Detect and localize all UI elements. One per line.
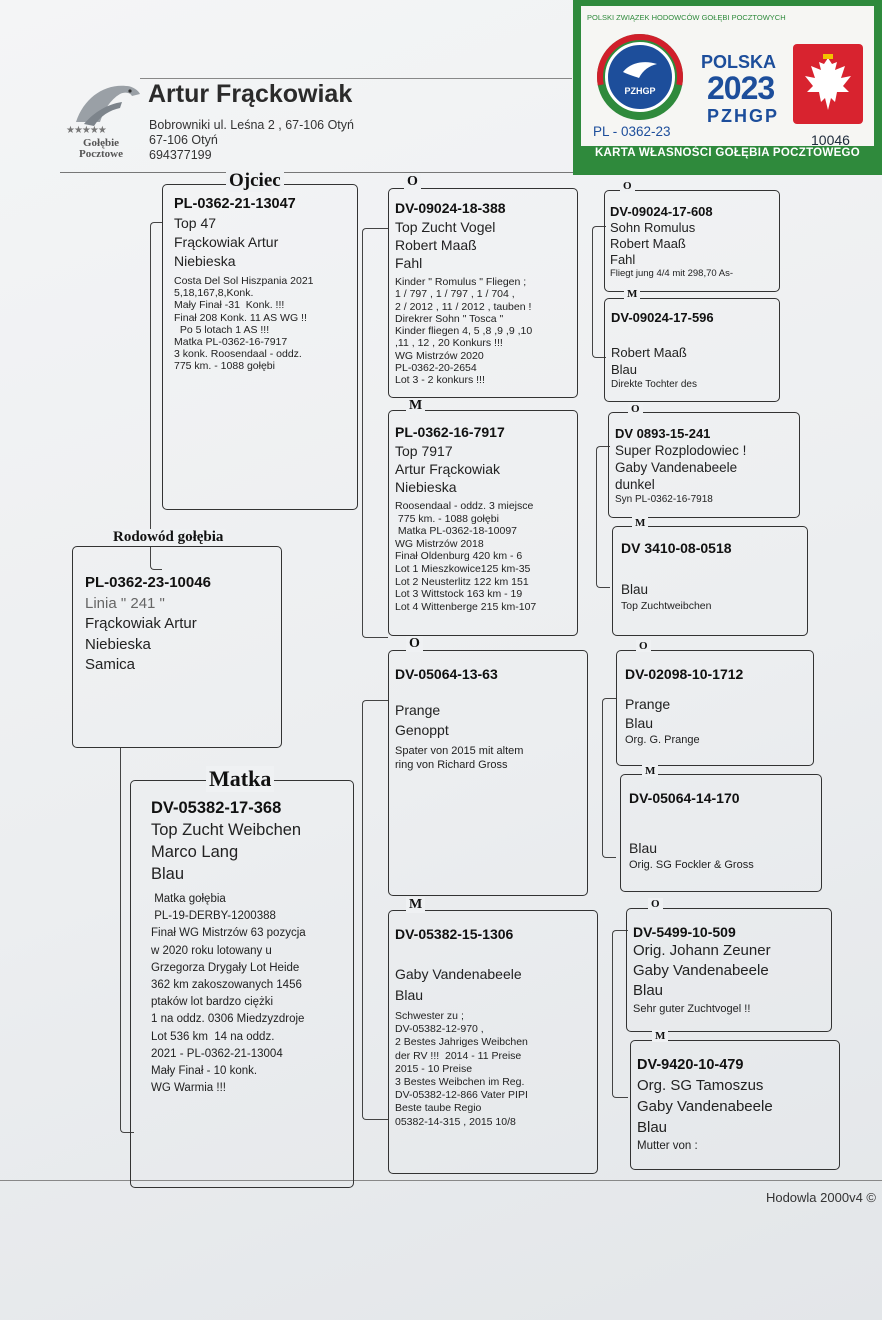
card-org: PZHGP [707, 106, 780, 126]
ooo-line: Robert Maaß [610, 236, 686, 251]
oo-line: Fahl [395, 255, 423, 271]
ooo-ring: DV-09024-17-608 [610, 204, 713, 219]
ojciec-title: Ojciec [226, 170, 284, 192]
subject-line: Samica [85, 656, 136, 673]
om-note: Roosendaal - oddz. 3 miejsce 775 km. - 1088 gołębi Matka PL-0362-18-10097 WG Mistrzów 2018 Finał Oldenburg 420 km - 6 Lot 1 Mieszkowice125 km-35 Lot 2 Neusterlitz 122 km 151 Lot 3 Wittstock 163 km - 19 Lot 4 Wittenberge 215 km-107 [395, 500, 537, 613]
ojciec-note: Costa Del Sol Hiszpania 2021 5,18,167,8,Konk. Mały Finał -31 Konk. !!! Finał 208 Konk. 11 AS WG !! Po 5 lotach 1 AS !!! Matka PL-0362-16-7917 3 konk. Roosendaal - oddz. 775 km. - 1088 gołębi [174, 275, 314, 373]
rating-stars: ★★★★★ [66, 125, 106, 136]
omm-line: Blau [621, 582, 649, 597]
logo-text: PZHGP [624, 86, 656, 96]
oom-ring: DV-09024-17-596 [611, 310, 714, 325]
omo-line: dunkel [615, 477, 655, 492]
ojciec-box [162, 184, 358, 510]
pigeon-logo-icon [70, 78, 142, 130]
ojciec-line: Niebieska [174, 253, 236, 269]
om-box [388, 410, 578, 636]
mo-title: O [406, 636, 423, 652]
mmo-note: Sehr guter Zuchtvogel !! [633, 1003, 751, 1015]
omm-ring: DV 3410-08-0518 [621, 540, 732, 556]
matka-note: Matka gołębia PL-19-DERBY-1200388 Finał WG Mistrzów 63 pozycja w 2020 roku lotowany u Grzegorza Drygały Lot Heide 362 km zakoszowanych 1456 ptaków lot bardzo ciężki 1 na oddz. 0306 Miedzyzdroje Lot 536 km 14 na oddz. 2021 - PL-0362-21-13004 Mały Finał - 10 konk. WG Warmia !!! [151, 893, 306, 1095]
matka-ring: DV-05382-17-368 [151, 799, 282, 817]
mmm-line: Org. SG Tamoszus [637, 1077, 764, 1094]
omm-line [621, 561, 732, 571]
omm-box [612, 526, 808, 636]
oo-note: Kinder " Romulus " Fliegen ; 1 / 797 , 1 / 797 , 1 / 704 , 2 / 2012 , 11 / 2012 , tauben ! Direkrer Sohn " Tosca " Kinder fliegen 4, 5 ,8 ,9 ,9 ,10 ,11 , 12 , 20 Konkurs !!! WG Mistrzów 2020 PL-0362-20-2654 Lot 3 - 2 konkurs !!! [395, 276, 533, 387]
mmo-title: O [648, 898, 663, 910]
card-panel [581, 6, 874, 146]
subject-box [72, 546, 282, 748]
om-line: Niebieska [395, 479, 457, 495]
card-ring-number: 10046 [811, 132, 850, 148]
mm-box [388, 910, 598, 1174]
mm-title: M [406, 897, 425, 913]
connector-mo-parents [602, 698, 616, 858]
oom-title: M [624, 288, 640, 300]
mom-ring: DV-05064-14-170 [629, 790, 740, 806]
software-footer: Hodowla 2000v4 © [765, 1190, 876, 1205]
ownership-card [573, 0, 882, 175]
moo-ring: DV-02098-10-1712 [625, 666, 744, 682]
oo-line: Top Zucht Vogel [395, 219, 496, 235]
mom-line [629, 831, 754, 839]
connector-ojciec-parents [362, 228, 388, 638]
mm-line: Blau [395, 987, 424, 1003]
eagle-emblem-icon [793, 44, 863, 124]
oom-line: Robert Maaß [611, 345, 687, 360]
oo-title: O [404, 174, 421, 190]
mom-title: M [642, 765, 658, 777]
mmm-line: Blau [637, 1119, 668, 1136]
subject-ring: PL-0362-23-10046 [85, 574, 211, 591]
omo-ring: DV 0893-15-241 [615, 426, 711, 441]
subject-line: Niebieska [85, 635, 151, 653]
mmo-line: Gaby Vandenabeele [633, 962, 769, 979]
card-year: 2023 [707, 70, 775, 106]
mo-ring: DV-05064-13-63 [395, 666, 498, 682]
mo-line: Genoppt [395, 722, 449, 738]
connector-subject-ojciec [150, 222, 162, 570]
ooo-line: Sohn Romulus [610, 220, 696, 235]
ojciec-line: Top 47 [174, 215, 217, 231]
mo-box [388, 650, 588, 896]
oo-box [388, 188, 578, 398]
matka-line: Top Zucht Weibchen [151, 821, 302, 839]
mo-line [395, 688, 523, 700]
matka-box [130, 780, 354, 1188]
mmm-ring: DV-9420-10-479 [637, 1057, 744, 1073]
oom-note: Direkte Tochter des [611, 379, 697, 390]
matka-title: Matka [206, 766, 274, 792]
mm-note: Schwester zu ; DV-05382-12-970 , 2 Bestes Jahriges Weibchen der RV !!! 2014 - 11 Preise 2015 - 10 Preise 3 Bestes Weibchen im Reg. DV-05382-12-866 Vater PIPI Beste taube Regio 05382-14-315 , 2015 10/8 [395, 1010, 528, 1128]
card-country: POLSKA [701, 52, 777, 72]
mmm-title: M [652, 1030, 668, 1042]
om-line: Top 7917 [395, 443, 453, 459]
brand-label [66, 138, 136, 160]
mmm-line: Gaby Vandenabeele [637, 1098, 773, 1115]
mm-ring: DV-05382-15-1306 [395, 926, 514, 942]
oo-line: Robert Maaß [395, 237, 477, 253]
om-title: M [406, 398, 425, 414]
ojciec-ring: PL-0362-21-13047 [174, 196, 296, 212]
omo-line: Super Rozplodowiec ! [615, 443, 747, 458]
ooo-note: Fliegt jung 4/4 mit 298,70 As- [610, 268, 734, 279]
mm-line [395, 952, 528, 964]
owner-address: Bobrowniki ul. Leśna 2 , 67-106 Otyń [149, 118, 354, 132]
moo-line: Blau [625, 715, 654, 731]
connector-matka-parents [362, 700, 388, 1120]
omo-line: Gaby Vandenabeele [615, 460, 738, 475]
ooo-box [604, 190, 780, 292]
omo-note: Syn PL-0362-16-7918 [615, 494, 713, 505]
subject-line: Linia " 241 " [85, 594, 165, 612]
oo-ring: DV-09024-18-388 [395, 200, 506, 216]
mom-note: Orig. SG Fockler & Gross [629, 859, 754, 871]
mmm-box [630, 1040, 840, 1170]
omo-box [608, 412, 800, 518]
header-rule [140, 78, 572, 79]
owner-name: Artur Frąckowiak [148, 80, 353, 108]
omm-line [621, 571, 732, 581]
omm-note: Top Zuchtweibchen [621, 600, 712, 612]
mom-line: Blau [629, 840, 658, 856]
mmm-note: Mutter von : [637, 1140, 698, 1152]
oom-line [611, 332, 714, 344]
owner-phone: 694377199 [149, 148, 212, 162]
om-ring: PL-0362-16-7917 [395, 424, 505, 440]
oom-line: Blau [611, 362, 638, 377]
moo-note: Org. G. Prange [625, 734, 700, 746]
mmo-ring: DV-5499-10-509 [633, 924, 736, 940]
omm-title: M [632, 517, 648, 529]
owner-city: 67-106 Otyń [149, 133, 218, 147]
moo-line: Prange [625, 696, 671, 712]
mom-box [620, 774, 822, 892]
mo-line: Prange [395, 702, 441, 718]
pzhgp-logo-icon [597, 34, 683, 120]
card-footer: KARTA WŁASNOŚCI GOŁĘBIA POCZTOWEGO [594, 147, 861, 159]
mm-line: Gaby Vandenabeele [395, 966, 522, 982]
matka-line: Blau [151, 865, 185, 883]
om-line: Artur Frąckowiak [395, 461, 501, 477]
moo-box [616, 650, 814, 766]
mo-note: Spater von 2015 mit altem ring von Richard Gross [395, 745, 524, 771]
brand-bottom: Pocztowe [79, 148, 123, 160]
subject-title: Rodowód gołębia [110, 529, 226, 546]
card-ring-prefix: PL - 0362-23 [593, 124, 671, 139]
moo-title: O [636, 640, 651, 652]
ojciec-line: Frąckowiak Artur [174, 234, 279, 250]
mmo-line: Orig. Johann Zeuner [633, 942, 771, 959]
ooo-line: Fahl [610, 252, 636, 267]
brand-top: Gołębie [82, 137, 120, 149]
oom-box [604, 298, 780, 402]
subject-line: Frąckowiak Artur [85, 615, 197, 632]
omo-title: O [628, 403, 643, 415]
matka-line: Marco Lang [151, 843, 239, 861]
mmo-box [626, 908, 832, 1032]
mmo-line: Blau [633, 982, 664, 999]
card-org-name: POLSKI ZWIĄZEK HODOWCÓW GOŁĘBI POCZTOWYCH [587, 13, 786, 22]
ooo-title: O [620, 180, 635, 192]
